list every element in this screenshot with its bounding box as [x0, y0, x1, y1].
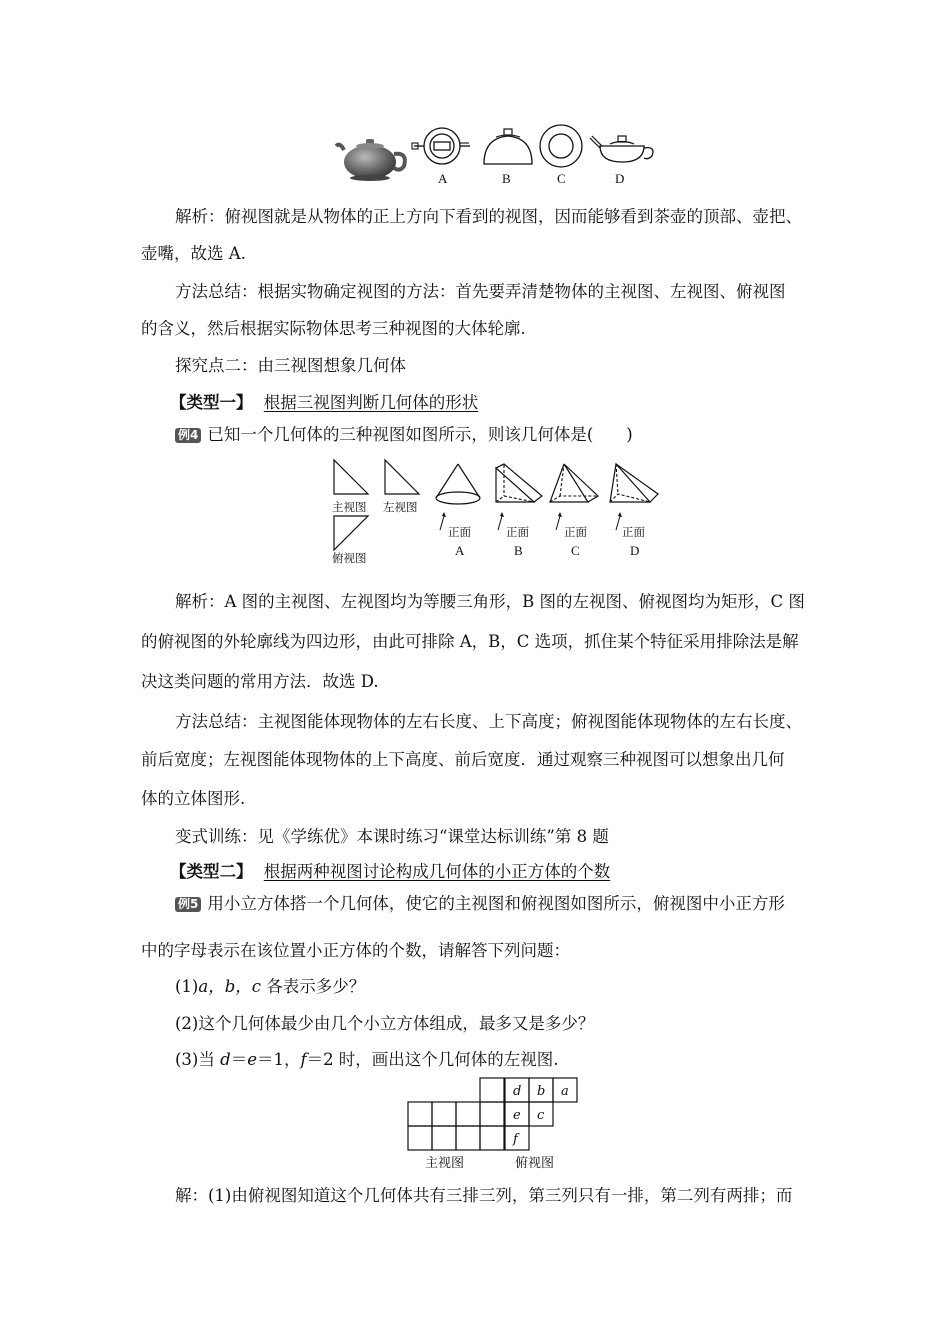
- ex4-option-d-front-label: 正面: [622, 525, 645, 539]
- ex4-option-c-front-label: 正面: [564, 525, 587, 539]
- teapot-option-d-drawing: [588, 124, 658, 169]
- question2: (2)这个几何体最少由几个小立方体组成，最多又是多少？: [175, 1014, 595, 1033]
- ex4-option-a-label: A: [455, 543, 465, 558]
- example5-line1: [175, 892, 785, 916]
- ex5-front-view-label: 主视图: [425, 1156, 465, 1171]
- ex4-option-a-front-label: 正面: [448, 525, 471, 539]
- method2-line3: 体的立体图形.: [141, 789, 246, 808]
- ex4-front-view: [332, 458, 372, 498]
- variant-training: 变式训练：见《学练优》本课时练习“课堂达标训练”第 8 题: [175, 827, 609, 846]
- ex5-letter-f: f: [513, 1132, 518, 1147]
- q3-eq-sign: ＝: [230, 1050, 248, 1069]
- ex5-letter-c: c: [537, 1108, 545, 1123]
- ex4-option-b-front-label: 正面: [506, 525, 529, 539]
- ex4-left-view-label: 左视图: [383, 500, 418, 514]
- teapot-option-b-label: B: [502, 171, 511, 186]
- ex5-letter-d: d: [513, 1084, 522, 1099]
- question3: [175, 1048, 559, 1072]
- q1-variables: a，b，c: [198, 977, 262, 996]
- ex4-front-view-label: 主视图: [332, 500, 367, 514]
- teapot-option-b-drawing: [480, 124, 536, 169]
- method1-line2: 的含义，然后根据实际物体思考三种视图的大体轮廓.: [141, 319, 526, 338]
- analysis2-line3: 决这类问题的常用方法．故选 D.: [141, 672, 379, 691]
- teapot-option-c-drawing: [536, 122, 586, 172]
- analysis2-line1: 解析：A 图的主视图、左视图均为等腰三角形，B 图的左视图、俯视图均为矩形，C 图: [175, 592, 805, 611]
- analysis1-line2: 壶嘴，故选 A.: [141, 244, 246, 263]
- question1: [175, 975, 365, 999]
- q3-prefix: (3)当: [175, 1050, 221, 1069]
- teapot-option-a-label: A: [438, 171, 448, 186]
- example5-text: 用小立方体搭一个几何体，使它的主视图和俯视图如图所示，俯视图中小正方形: [207, 894, 785, 913]
- analysis2-line2: 的俯视图的外轮廓线为四边形，由此可排除 A，B，C 选项，抓住某个特征采用排除法是解: [141, 632, 799, 651]
- q3-var-f: f: [300, 1050, 307, 1069]
- ex5-letter-a: a: [561, 1084, 569, 1099]
- ex5-letter-b: b: [537, 1084, 546, 1099]
- ex4-option-c-label: C: [571, 543, 580, 558]
- example5-badge: 例5: [175, 897, 201, 912]
- q1-text: 各表示多少？: [261, 977, 366, 996]
- type1-heading: [170, 391, 478, 415]
- teapot-option-a-drawing: [412, 124, 472, 169]
- example5-line2: 中的字母表示在该位置小正方体的个数，请解答下列问题：: [141, 941, 570, 960]
- ex5-front-view-grid: [408, 1078, 508, 1158]
- ex4-top-view: [332, 514, 372, 554]
- example4-text: 已知一个几何体的三种视图如图所示，则该几何体是( ): [207, 425, 633, 444]
- q3-var-d: d: [220, 1050, 231, 1069]
- q3-var-e: e: [247, 1050, 257, 1069]
- method1-line1: 方法总结：根据实物确定视图的方法：首先要弄清楚物体的主视图、左视图、俯视图: [175, 282, 786, 301]
- teapot-option-c-label: C: [557, 171, 566, 186]
- q3-value: ＝1，: [256, 1050, 301, 1069]
- ex4-option-b-label: B: [514, 543, 523, 558]
- method2-line1: 方法总结：主视图能体现物体的左右长度、上下高度；俯视图能体现物体的左右长度、: [175, 712, 802, 731]
- analysis1-line1: 解析：俯视图就是从物体的正上方向下看到的视图，因而能够看到茶壶的顶部、壶把、: [175, 207, 802, 226]
- q1-prefix: (1): [175, 977, 199, 996]
- ex5-top-view-label: 俯视图: [515, 1156, 555, 1171]
- type2-title: 根据两种视图讨论构成几何体的小正方体的个数: [263, 862, 611, 881]
- teapot-option-d-label: D: [615, 171, 625, 186]
- explore-point-two: 探究点二：由三视图想象几何体: [175, 356, 406, 375]
- q3-text: ＝2 时，画出这个几何体的左视图.: [306, 1050, 559, 1069]
- solution-line1: 解：(1)由俯视图知道这个几何体共有三排三列，第三列只有一排，第二列有两排；而: [175, 1186, 793, 1205]
- method2-line2: 前后宽度；左视图能体现物体的上下高度、前后宽度．通过观察三种视图可以想象出几何: [141, 750, 785, 769]
- type1-tag: 【类型一】: [170, 393, 253, 412]
- ex4-left-view: [383, 458, 423, 498]
- ex5-letter-e: e: [513, 1108, 521, 1123]
- example4-question: [175, 423, 633, 447]
- type1-title: 根据三视图判断几何体的形状: [263, 393, 479, 412]
- example4-badge: 例4: [175, 428, 201, 443]
- ex4-top-view-label: 俯视图: [332, 551, 367, 565]
- type2-tag: 【类型二】: [170, 862, 253, 881]
- teapot-photo: [330, 128, 410, 188]
- ex4-option-d-label: D: [630, 543, 640, 558]
- type2-heading: [170, 860, 610, 884]
